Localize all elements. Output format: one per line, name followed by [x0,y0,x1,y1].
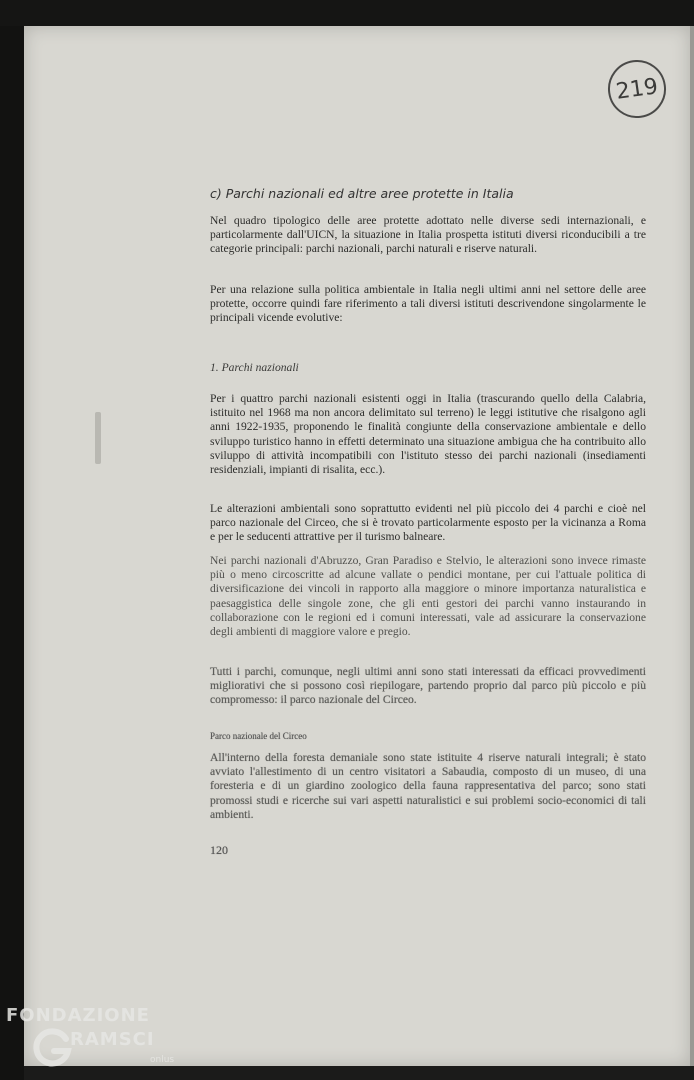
margin-mark [95,412,101,464]
circeo-paragraph: All'interno della foresta demaniale sono state istituite 4 riserve naturali integrali; è stato avviato l'allestimento di un centro visitatori a Sabaudia, composto di un museo, di una foresteria e di un giardino zoologico della fauna rappresentativa del parco; sono stati promossi studi e ricerche sui vari aspetti naturalistici e sui problemi socio-economici di tali ambienti. [210,751,646,821]
intro-paragraph-2: Per una relazione sulla politica ambientale in Italia negli ultimi anni nel settore delle aree protette, occorre quindi fare riferimento a tali diversi istituti descrivendone singolarmente le principali vicende evolutive: [210,283,646,325]
body-paragraph-3: Nei parchi nazionali d'Abruzzo, Gran Paradiso e Stelvio, le alterazioni sono invece rimaste più o meno circoscritte ad alcune vallate o pendici montane, per cui l'attuale politica di diversificazione dei vincoli in rapporto alla maggiore o minore importanza naturalistica e paesaggistica delle singole zone, che gli enti gestori dei parchi vanno instaurando in collaborazione con le regioni ed i comuni interessati, vale ad assicurare la conservazione degli ambienti di maggiore valore e pregio. [210,554,646,639]
page-stamp: 219 [604,56,670,122]
body-paragraph-2: Le alterazioni ambientali sono soprattutto evidenti nel più piccolo dei 4 parchi e cioè nel parco nazionale del Circeo, che si è trovato particolarmente esposto per la vicinanza a Roma e per le seducenti attrattive per il turismo balneare. [210,502,646,544]
watermark-line3: onlus [150,1055,175,1065]
watermark-line2: RAMSCI [70,1029,155,1050]
scan-background-top [0,0,694,26]
document-page [24,26,690,1066]
section-heading: c) Parchi nazionali ed altre aree protette in Italia [210,186,514,201]
body-paragraph-1: Per i quattro parchi nazionali esistenti oggi in Italia (trascurando quello della Calabria, istituito nel 1968 ma non ancora delimitato sul terreno) le leggi istitutive che risalgono agli anni 1922-1935, proponendo le finalità congiunte della conservazione ambientale e dello sviluppo turistico hanno in effetti determinato una situazione ambigua che ha contribuito allo sviluppo di attività incompatibili con l'istituto stesso dei parchi nazionali (insediamenti residenziali, impianti di risalita, ecc.). [210,392,646,477]
page-edge [690,26,694,1066]
watermark-line1: FONDAZIONE [6,1005,150,1026]
circeo-heading: Parco nazionale del Circeo [210,731,307,741]
watermark [6,1005,176,1075]
intro-paragraph-1: Nel quadro tipologico delle aree protette adottato nelle diverse sedi internazionali, e particolarmente dall'UICN, la situazione in Italia prospetta istituti diversi riconducibili a tre categorie principali: parchi nazionali, parchi naturali e riserve naturali. [210,214,646,256]
gramsci-logo-icon [30,1025,74,1069]
body-paragraph-4: Tutti i parchi, comunque, negli ultimi anni sono stati interessati da efficaci provvedimenti migliorativi che si possono così riepilogare, partendo proprio dal parco più piccolo e più compromesso: il parco nazionale del Circeo. [210,665,646,707]
page-number: 120 [210,843,228,857]
subsection-heading: 1. Parchi nazionali [210,361,299,374]
scan-background-left [0,0,24,1080]
